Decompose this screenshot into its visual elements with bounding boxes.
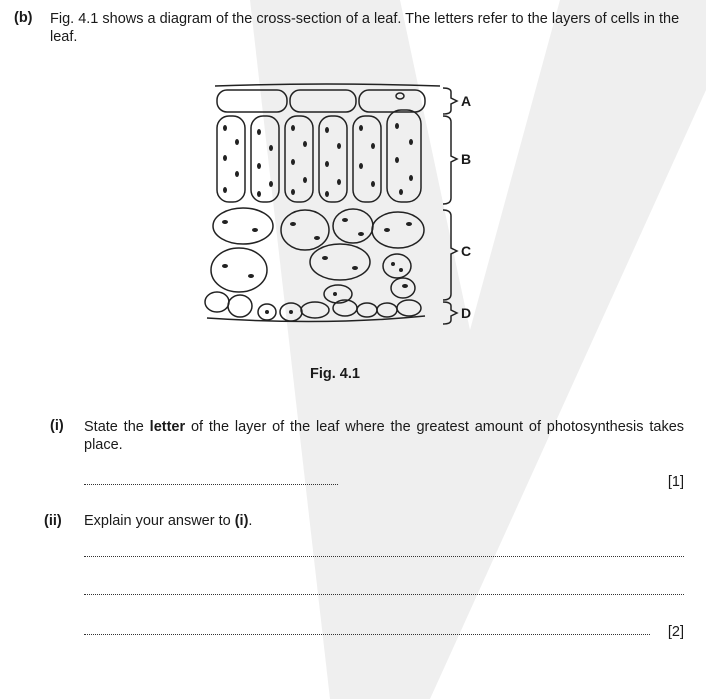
marks-i: [1]: [667, 474, 684, 490]
layer-label-c: C: [461, 243, 472, 259]
marks-ii: [2]: [667, 624, 684, 640]
leaf-cross-section-diagram: [195, 80, 495, 330]
layer-label-b: B: [461, 151, 472, 167]
layer-label-a: A: [461, 93, 472, 109]
question-ii-text: Explain your answer to (i).: [84, 513, 253, 529]
part-label: (b): [14, 10, 33, 26]
intro-text: Fig. 4.1 shows a diagram of the cross-section of a leaf. The letters refer to the layers of cells in the leaf.: [50, 11, 680, 45]
answer-line-ii-1[interactable]: [84, 556, 684, 557]
answer-line-ii-3[interactable]: [84, 634, 650, 635]
question-i-number: (i): [50, 418, 64, 434]
answer-line-ii-2[interactable]: [84, 594, 684, 595]
layer-label-d: D: [461, 305, 472, 321]
answer-line-i[interactable]: [84, 484, 338, 485]
figure-caption: Fig. 4.1: [310, 366, 360, 382]
question-ii-number: (ii): [44, 513, 62, 529]
question-i-text: State the letter of the layer of the leaf where the greatest amount of photosynthesis takes place.: [84, 419, 685, 453]
